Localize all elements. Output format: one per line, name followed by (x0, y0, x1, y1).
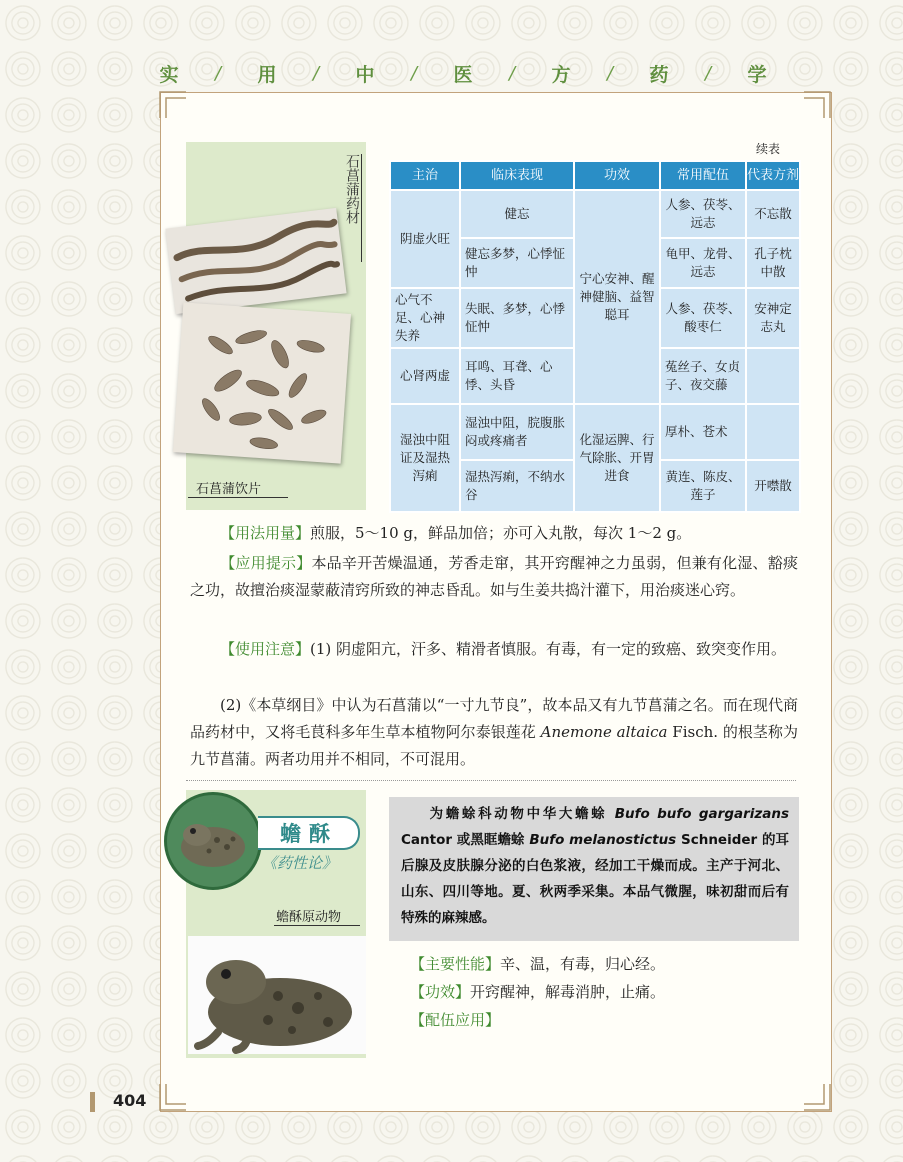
corner-ornament (802, 1082, 832, 1112)
section-text: 开窍醒神，解毒消肿，止痛。 (470, 983, 666, 1001)
table-cell: 湿浊中阻证及湿热泻痢 (390, 404, 460, 512)
table-cell (746, 404, 800, 460)
section-text: 本品辛开苦燥温通，芳香走窜，其开窍醒神之力虽弱，但兼有化湿、豁痰之功，故擅治痰湿蒙蔽清窍所致的神志昏乱。如与生姜共捣汁灌下，用治痰迷心窍。 (190, 554, 798, 599)
header-char: 方 (551, 63, 571, 86)
column-header: 代表方剂 (746, 161, 800, 190)
section-label: 【用法用量】 (220, 524, 311, 542)
description-text: Schneider 的耳后腺及皮肤腺分泌的白色浆液，经加工干燥而成。主产于河北、山东、四川等地。夏、秋两季采集。本品气微腥，味初甜而后有特殊的麻辣感。 (401, 832, 790, 926)
page-number-bar (90, 1092, 95, 1112)
table-cell: 心肾两虚 (390, 348, 460, 404)
entry-source: 《药性论》 (262, 854, 338, 872)
table-cell: 耳鸣、耳聋、心悸、头昏 (460, 348, 574, 404)
section-label: 【应用提示】 (220, 554, 312, 572)
table-cell: 阴虚火旺 (390, 190, 460, 288)
indications-table (389, 160, 801, 513)
table-cell: 不忘散 (746, 190, 800, 238)
section-divider (186, 780, 796, 781)
header-separator: / (606, 62, 614, 84)
header-separator: / (312, 62, 320, 84)
caption-rule (274, 925, 360, 926)
latin-name: Bufo melanostictus (529, 832, 677, 848)
description-text: 为蟾蜍科动物中华大蟾蜍 (427, 806, 615, 822)
table-row (390, 190, 800, 238)
caption-rule (188, 497, 288, 498)
table-cell: 人参、茯苓、酸枣仁 (660, 288, 746, 348)
corner-ornament (802, 90, 832, 120)
herb-slices-photo (173, 302, 351, 463)
header-separator: / (214, 62, 222, 84)
column-header: 主治 (390, 161, 460, 190)
table-cell: 安神定志丸 (746, 288, 800, 348)
table-cell: 健忘 (460, 190, 574, 238)
header-char: 实 (159, 63, 179, 86)
table-cell (746, 348, 800, 404)
table-cell: 化湿运脾、行气除胀、开胃进食 (574, 404, 660, 512)
table-cell: 人参、茯苓、远志 (660, 190, 746, 238)
section-label: 【使用注意】 (220, 640, 311, 658)
table-cell: 厚朴、苍术 (660, 404, 746, 460)
page-number: 404 (113, 1091, 147, 1110)
caution-paragraph (190, 636, 798, 663)
table-cell: 宁心安神、醒神健脑、益智聪耳 (574, 190, 660, 404)
table-continued-note: 续表 (756, 142, 781, 156)
table-cell: 开噤散 (746, 460, 800, 512)
toad-portrait (164, 792, 262, 890)
latin-name: Bufo bufo gargarizans (614, 806, 790, 822)
section-label: 【功效】 (410, 983, 471, 1001)
description-text: Cantor 或黑眶蟾蜍 (401, 832, 530, 848)
toad-photo (188, 936, 366, 1054)
table-cell: 菟丝子、女贞子、夜交藤 (660, 348, 746, 404)
entry-name: 蟾酥 (280, 822, 338, 846)
latin-name: Anemone altaica (540, 723, 668, 741)
table-cell: 孔子枕中散 (746, 238, 800, 288)
corner-ornament (158, 1082, 188, 1112)
header-separator: / (508, 62, 516, 84)
photo-caption: 石菖蒲饮片 (196, 482, 262, 497)
usage-paragraph (190, 520, 798, 547)
column-header: 常用配伍 (660, 161, 746, 190)
photo-caption: 蟾酥原动物 (276, 910, 342, 925)
header-char: 中 (355, 63, 375, 86)
column-header: 功效 (574, 161, 660, 190)
entry-description (389, 797, 799, 941)
header-separator: / (704, 62, 712, 84)
section-label: 【配伍应用】 (410, 1011, 501, 1029)
property-line (410, 950, 665, 978)
property-line (410, 1006, 665, 1034)
entry-properties (410, 950, 665, 1034)
corner-ornament (158, 90, 188, 120)
caution-note-paragraph (190, 692, 798, 773)
table-cell: 健忘多梦，心悸怔忡 (460, 238, 574, 288)
section-label: 【主要性能】 (410, 955, 501, 973)
table-cell: 黄连、陈皮、莲子 (660, 460, 746, 512)
section-text: (1) 阴虚阳亢，汗多、精滑者慎服。有毒，有一定的致癌、致突变作用。 (310, 640, 787, 658)
column-header: 临床表现 (460, 161, 574, 190)
tips-paragraph (190, 550, 798, 604)
section-text: 辛、温，有毒，归心经。 (500, 955, 666, 973)
label-rule (361, 154, 362, 262)
header-char: 药 (649, 63, 669, 86)
section-text: 煎服，5～10 g，鲜品加倍；亦可入丸散，每次 1～2 g。 (310, 524, 692, 542)
running-header (150, 58, 850, 88)
herb-photo-label: 石菖蒲药材 (344, 154, 360, 224)
table-row (390, 404, 800, 460)
toad-illustration (188, 936, 366, 1054)
property-line (410, 978, 665, 1006)
table-cell: 心气不足、心神失养 (390, 288, 460, 348)
slices-illustration (173, 302, 351, 463)
table-cell: 湿浊中阻，脘腹胀闷或疼痛者 (460, 404, 574, 460)
table-cell: 失眠、多梦，心悸怔忡 (460, 288, 574, 348)
header-char: 学 (747, 63, 767, 86)
section-text: Fisch. 的根茎称为九节菖蒲。两者功用并不相同，不可混用。 (190, 723, 798, 768)
header-separator: / (410, 62, 418, 84)
table-cell: 湿热泻痢，不纳水谷 (460, 460, 574, 512)
toad-icon (167, 795, 259, 887)
header-char: 用 (257, 63, 277, 86)
header-char: 医 (453, 63, 473, 86)
table-header-row (390, 161, 800, 190)
section-text: (2)《本草纲目》中认为石菖蒲以“一寸九节良”，故本品又有九节菖蒲之名。而在现代商品药材中，又将毛茛科多年生草本植物阿尔泰银莲花 (190, 696, 798, 741)
table-cell: 龟甲、龙骨、远志 (660, 238, 746, 288)
